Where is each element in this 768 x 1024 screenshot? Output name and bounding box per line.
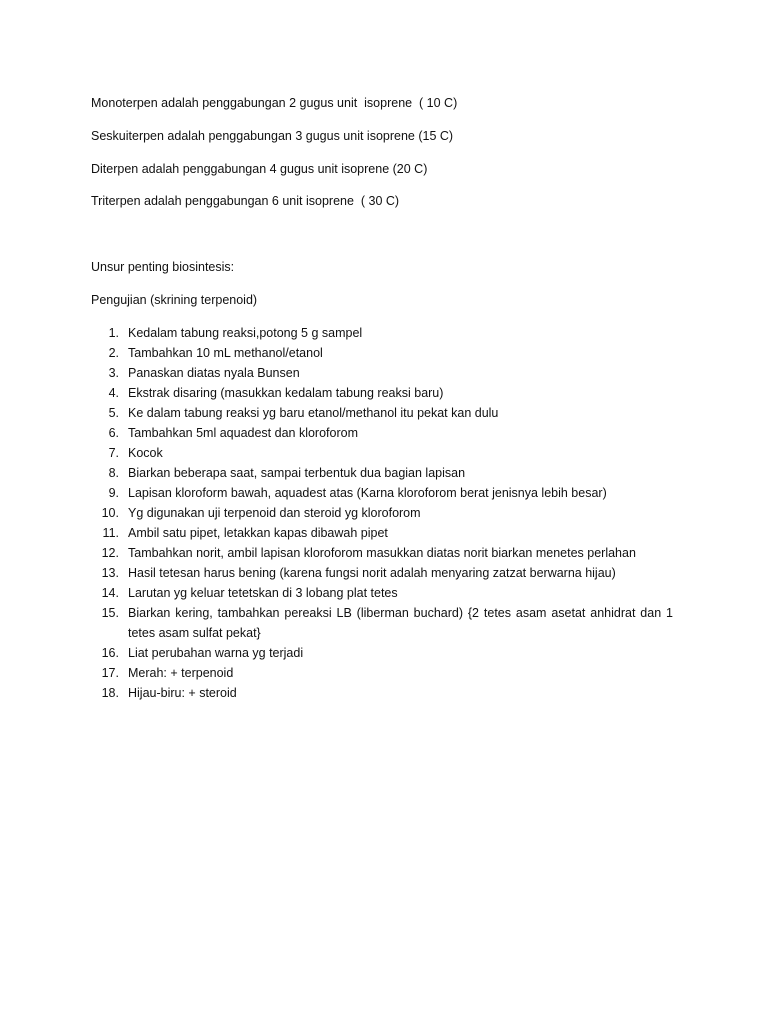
list-item <box>0 603 768 643</box>
list-item <box>0 523 768 543</box>
list-text: Merah: + terpenoid <box>128 666 234 680</box>
paragraph-monoterpen: Monoterpen adalah penggabungan 2 gugus unit isoprene ( 10 C) <box>91 96 458 110</box>
list-item <box>0 503 768 523</box>
list-item <box>0 643 768 663</box>
list-number: 9. <box>108 486 119 500</box>
list-number: 18. <box>101 686 119 700</box>
list-number: 11. <box>102 526 119 540</box>
list-text: Hijau-biru: + steroid <box>128 686 237 700</box>
list-text: Tambahkan 5ml aquadest dan kloroforom <box>128 426 358 440</box>
list-item <box>0 483 768 503</box>
list-number: 3. <box>108 366 119 380</box>
list-item <box>0 383 768 403</box>
list-text: Tambahkan norit, ambil lapisan kloroforom masukkan diatas norit biarkan menetes perlahan <box>128 546 636 560</box>
list-number: 14. <box>101 586 119 600</box>
list-item <box>0 423 768 443</box>
list-number: 7. <box>108 446 119 460</box>
heading-biosintesis: Unsur penting biosintesis: <box>91 260 235 274</box>
list-item <box>0 543 768 563</box>
list-text: Larutan yg keluar tetetskan di 3 lobang plat tetes <box>128 586 398 600</box>
list-text: Kocok <box>128 446 163 460</box>
list-text: Lapisan kloroform bawah, aquadest atas (Karna kloroforom berat jenisnya lebih besar) <box>128 486 607 500</box>
list-item <box>0 363 768 383</box>
list-item <box>0 663 768 683</box>
list-number: 12. <box>101 546 119 560</box>
list-text: Ekstrak disaring (masukkan kedalam tabung reaksi baru) <box>128 386 444 400</box>
list-text: Hasil tetesan harus bening (karena fungsi norit adalah menyaring zatzat berwarna hijau) <box>128 566 616 580</box>
list-item <box>0 323 768 343</box>
list-number: 2. <box>108 346 119 360</box>
list-number: 4. <box>108 386 119 400</box>
heading-pengujian: Pengujian (skrining terpenoid) <box>91 293 258 307</box>
list-number: 8. <box>108 466 119 480</box>
list-item <box>0 403 768 423</box>
list-text: Liat perubahan warna yg terjadi <box>128 646 304 660</box>
list-text: Biarkan kering, tambahkan pereaksi LB (liberman buchard) {2 tetes asam asetat anhidrat dan 1 tetes asam sulfat pekat} <box>128 606 673 640</box>
list-number: 5. <box>108 406 119 420</box>
list-number: 15. <box>101 606 119 620</box>
paragraph-triterpen: Triterpen adalah penggabungan 6 unit isoprene ( 30 C) <box>91 194 400 208</box>
paragraph-diterpen: Diterpen adalah penggabungan 4 gugus unit isoprene (20 C) <box>91 162 428 176</box>
list-number: 13. <box>101 566 119 580</box>
list-item <box>0 683 768 703</box>
list-item <box>0 463 768 483</box>
list-number: 6. <box>108 426 119 440</box>
list-text: Ke dalam tabung reaksi yg baru etanol/methanol itu pekat kan dulu <box>128 406 499 420</box>
list-text: Biarkan beberapa saat, sampai terbentuk dua bagian lapisan <box>128 466 466 480</box>
list-text: Kedalam tabung reaksi,potong 5 g sampel <box>128 326 363 340</box>
list-item <box>0 443 768 463</box>
paragraph-seskuiterpen: Seskuiterpen adalah penggabungan 3 gugus unit isoprene (15 C) <box>91 129 454 143</box>
list-number: 10. <box>101 506 119 520</box>
procedure-list <box>0 323 768 703</box>
list-text: Panaskan diatas nyala Bunsen <box>128 366 300 380</box>
list-text: Tambahkan 10 mL methanol/etanol <box>128 346 323 360</box>
list-text: Ambil satu pipet, letakkan kapas dibawah pipet <box>128 526 388 540</box>
list-item <box>0 583 768 603</box>
list-item <box>0 563 768 583</box>
list-number: 1. <box>108 326 119 340</box>
list-item <box>0 343 768 363</box>
list-text: Yg digunakan uji terpenoid dan steroid yg kloroforom <box>128 506 421 520</box>
list-number: 17. <box>101 666 119 680</box>
list-number: 16. <box>101 646 119 660</box>
